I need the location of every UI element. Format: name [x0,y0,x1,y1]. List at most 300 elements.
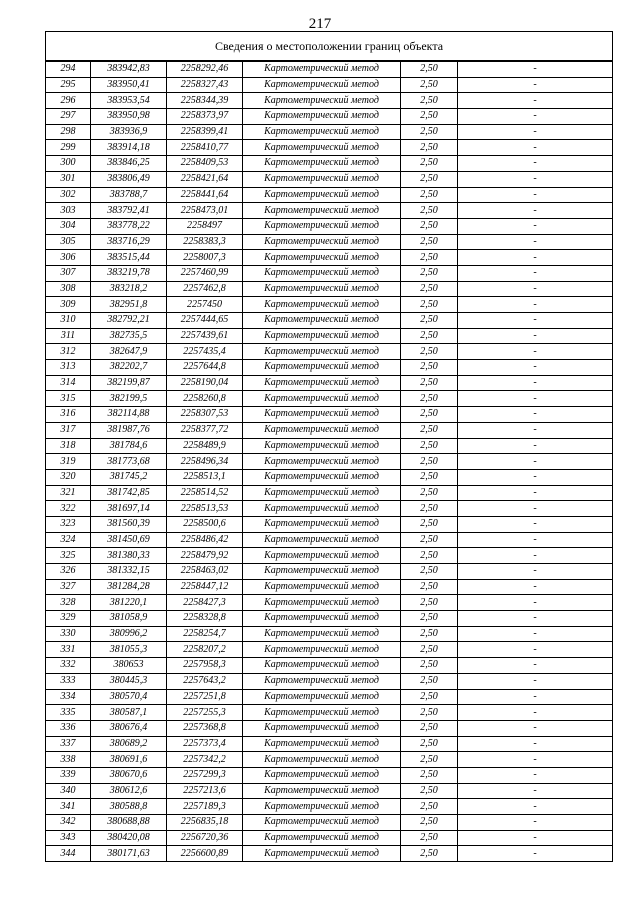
accuracy-cell: 2,50 [401,830,458,846]
method-cell: Картометрический метод [243,564,401,580]
accuracy-cell: 2,50 [401,454,458,470]
accuracy-cell: 2,50 [401,77,458,93]
description-cell: - [458,485,613,501]
accuracy-cell: 2,50 [401,156,458,172]
point-number-cell: 312 [46,344,91,360]
y-coordinate-cell: 2258463,02 [167,564,243,580]
table-row [46,124,613,140]
point-number-cell: 340 [46,783,91,799]
x-coordinate-cell: 383942,83 [91,62,167,78]
method-cell: Картометрический метод [243,124,401,140]
x-coordinate-cell: 381332,15 [91,564,167,580]
description-cell: - [458,752,613,768]
y-coordinate-cell: 2258496,34 [167,454,243,470]
x-coordinate-cell: 381220,1 [91,595,167,611]
accuracy-cell: 2,50 [401,705,458,721]
method-cell: Картометрический метод [243,344,401,360]
y-coordinate-cell: 2256600,89 [167,846,243,862]
accuracy-cell: 2,50 [401,422,458,438]
x-coordinate-cell: 380588,8 [91,799,167,815]
accuracy-cell: 2,50 [401,360,458,376]
point-number-cell: 322 [46,501,91,517]
description-cell: - [458,642,613,658]
table-caption: Сведения о местоположении границ объекта [46,32,612,61]
description-cell: - [458,62,613,78]
description-cell: - [458,218,613,234]
y-coordinate-cell: 2258489,9 [167,438,243,454]
table-row [46,532,613,548]
boundary-points-table [45,61,613,862]
x-coordinate-cell: 381697,14 [91,501,167,517]
x-coordinate-cell: 380996,2 [91,626,167,642]
y-coordinate-cell: 2257958,3 [167,658,243,674]
y-coordinate-cell: 2258447,12 [167,579,243,595]
table-row [46,454,613,470]
point-number-cell: 296 [46,93,91,109]
x-coordinate-cell: 381560,39 [91,516,167,532]
x-coordinate-cell: 380587,1 [91,705,167,721]
table-row [46,234,613,250]
table-row [46,344,613,360]
point-number-cell: 333 [46,673,91,689]
description-cell: - [458,234,613,250]
x-coordinate-cell: 381450,69 [91,532,167,548]
accuracy-cell: 2,50 [401,313,458,329]
point-number-cell: 321 [46,485,91,501]
accuracy-cell: 2,50 [401,846,458,862]
method-cell: Картометрический метод [243,187,401,203]
point-number-cell: 309 [46,297,91,313]
table-row [46,265,613,281]
table-row [46,611,613,627]
x-coordinate-cell: 382199,5 [91,391,167,407]
method-cell: Картометрический метод [243,673,401,689]
y-coordinate-cell: 2257213,6 [167,783,243,799]
method-cell: Картометрический метод [243,689,401,705]
description-cell: - [458,579,613,595]
accuracy-cell: 2,50 [401,516,458,532]
point-number-cell: 300 [46,156,91,172]
method-cell: Картометрический метод [243,360,401,376]
y-coordinate-cell: 2258007,3 [167,250,243,266]
accuracy-cell: 2,50 [401,407,458,423]
accuracy-cell: 2,50 [401,689,458,705]
y-coordinate-cell: 2258427,3 [167,595,243,611]
y-coordinate-cell: 2258513,53 [167,501,243,517]
description-cell: - [458,328,613,344]
accuracy-cell: 2,50 [401,93,458,109]
table-row [46,313,613,329]
method-cell: Картометрический метод [243,830,401,846]
description-cell: - [458,720,613,736]
method-cell: Картометрический метод [243,422,401,438]
x-coordinate-cell: 383846,25 [91,156,167,172]
x-coordinate-cell: 382735,5 [91,328,167,344]
y-coordinate-cell: 2258473,01 [167,203,243,219]
table-row [46,281,613,297]
x-coordinate-cell: 381380,33 [91,548,167,564]
point-number-cell: 301 [46,171,91,187]
x-coordinate-cell: 383716,29 [91,234,167,250]
point-number-cell: 305 [46,234,91,250]
y-coordinate-cell: 2258327,43 [167,77,243,93]
y-coordinate-cell: 2258399,41 [167,124,243,140]
point-number-cell: 306 [46,250,91,266]
table-row [46,140,613,156]
table-row [46,846,613,862]
point-number-cell: 311 [46,328,91,344]
description-cell: - [458,297,613,313]
table-row [46,752,613,768]
description-cell: - [458,705,613,721]
x-coordinate-cell: 383218,2 [91,281,167,297]
description-cell: - [458,187,613,203]
point-number-cell: 308 [46,281,91,297]
table-row [46,485,613,501]
point-number-cell: 317 [46,422,91,438]
point-number-cell: 304 [46,218,91,234]
description-cell: - [458,783,613,799]
point-number-cell: 316 [46,407,91,423]
method-cell: Картометрический метод [243,171,401,187]
accuracy-cell: 2,50 [401,375,458,391]
point-number-cell: 299 [46,140,91,156]
description-cell: - [458,736,613,752]
y-coordinate-cell: 2257450 [167,297,243,313]
description-cell: - [458,344,613,360]
accuracy-cell: 2,50 [401,564,458,580]
x-coordinate-cell: 383778,22 [91,218,167,234]
description-cell: - [458,799,613,815]
description-cell: - [458,532,613,548]
x-coordinate-cell: 380653 [91,658,167,674]
description-cell: - [458,313,613,329]
method-cell: Картометрический метод [243,234,401,250]
x-coordinate-cell: 380689,2 [91,736,167,752]
method-cell: Картометрический метод [243,454,401,470]
method-cell: Картометрический метод [243,720,401,736]
x-coordinate-cell: 381055,3 [91,642,167,658]
table-row [46,187,613,203]
x-coordinate-cell: 381058,9 [91,611,167,627]
method-cell: Картометрический метод [243,250,401,266]
point-number-cell: 341 [46,799,91,815]
method-cell: Картометрический метод [243,752,401,768]
accuracy-cell: 2,50 [401,171,458,187]
point-number-cell: 313 [46,360,91,376]
x-coordinate-cell: 383806,49 [91,171,167,187]
description-cell: - [458,595,613,611]
table-row [46,501,613,517]
description-cell: - [458,265,613,281]
x-coordinate-cell: 382951,8 [91,297,167,313]
description-cell: - [458,93,613,109]
x-coordinate-cell: 383950,98 [91,109,167,125]
accuracy-cell: 2,50 [401,799,458,815]
description-cell: - [458,673,613,689]
accuracy-cell: 2,50 [401,783,458,799]
y-coordinate-cell: 2258328,8 [167,611,243,627]
accuracy-cell: 2,50 [401,438,458,454]
point-number-cell: 328 [46,595,91,611]
y-coordinate-cell: 2257444,65 [167,313,243,329]
accuracy-cell: 2,50 [401,203,458,219]
y-coordinate-cell: 2258479,92 [167,548,243,564]
method-cell: Картометрический метод [243,485,401,501]
x-coordinate-cell: 380171,63 [91,846,167,862]
y-coordinate-cell: 2258514,52 [167,485,243,501]
table-row [46,203,613,219]
point-number-cell: 315 [46,391,91,407]
description-cell: - [458,156,613,172]
description-cell: - [458,611,613,627]
table-row [46,642,613,658]
x-coordinate-cell: 380688,88 [91,815,167,831]
description-cell: - [458,360,613,376]
y-coordinate-cell: 2257373,4 [167,736,243,752]
x-coordinate-cell: 381773,68 [91,454,167,470]
point-number-cell: 323 [46,516,91,532]
y-coordinate-cell: 2256720,36 [167,830,243,846]
y-coordinate-cell: 2258410,77 [167,140,243,156]
x-coordinate-cell: 381284,28 [91,579,167,595]
method-cell: Картометрический метод [243,281,401,297]
x-coordinate-cell: 380570,4 [91,689,167,705]
accuracy-cell: 2,50 [401,124,458,140]
method-cell: Картометрический метод [243,579,401,595]
x-coordinate-cell: 383950,41 [91,77,167,93]
accuracy-cell: 2,50 [401,752,458,768]
point-number-cell: 314 [46,375,91,391]
y-coordinate-cell: 2258497 [167,218,243,234]
accuracy-cell: 2,50 [401,501,458,517]
y-coordinate-cell: 2257462,8 [167,281,243,297]
y-coordinate-cell: 2258421,64 [167,171,243,187]
method-cell: Картометрический метод [243,642,401,658]
y-coordinate-cell: 2257342,2 [167,752,243,768]
description-cell: - [458,438,613,454]
table-row [46,407,613,423]
y-coordinate-cell: 2258260,8 [167,391,243,407]
boundary-table-sheet [45,31,613,862]
point-number-cell: 326 [46,564,91,580]
table-row [46,830,613,846]
method-cell: Картометрический метод [243,815,401,831]
method-cell: Картометрический метод [243,77,401,93]
y-coordinate-cell: 2258292,46 [167,62,243,78]
method-cell: Картометрический метод [243,156,401,172]
point-number-cell: 307 [46,265,91,281]
y-coordinate-cell: 2257460,99 [167,265,243,281]
accuracy-cell: 2,50 [401,673,458,689]
x-coordinate-cell: 380670,6 [91,767,167,783]
method-cell: Картометрический метод [243,799,401,815]
point-number-cell: 320 [46,469,91,485]
method-cell: Картометрический метод [243,203,401,219]
table-row [46,815,613,831]
point-number-cell: 334 [46,689,91,705]
table-row [46,62,613,78]
table-row [46,218,613,234]
y-coordinate-cell: 2257299,3 [167,767,243,783]
point-number-cell: 337 [46,736,91,752]
description-cell: - [458,626,613,642]
table-row [46,250,613,266]
x-coordinate-cell: 382114,88 [91,407,167,423]
accuracy-cell: 2,50 [401,658,458,674]
table-row [46,626,613,642]
method-cell: Картометрический метод [243,109,401,125]
accuracy-cell: 2,50 [401,265,458,281]
point-number-cell: 324 [46,532,91,548]
method-cell: Картометрический метод [243,611,401,627]
y-coordinate-cell: 2257255,3 [167,705,243,721]
description-cell: - [458,469,613,485]
accuracy-cell: 2,50 [401,595,458,611]
table-row [46,720,613,736]
table-row [46,516,613,532]
accuracy-cell: 2,50 [401,328,458,344]
y-coordinate-cell: 2258207,2 [167,642,243,658]
description-cell: - [458,815,613,831]
x-coordinate-cell: 383936,9 [91,124,167,140]
y-coordinate-cell: 2256835,18 [167,815,243,831]
y-coordinate-cell: 2257435,4 [167,344,243,360]
x-coordinate-cell: 381987,76 [91,422,167,438]
point-number-cell: 339 [46,767,91,783]
method-cell: Картометрический метод [243,218,401,234]
accuracy-cell: 2,50 [401,234,458,250]
y-coordinate-cell: 2258500,6 [167,516,243,532]
y-coordinate-cell: 2257189,3 [167,799,243,815]
method-cell: Картометрический метод [243,438,401,454]
description-cell: - [458,375,613,391]
method-cell: Картометрический метод [243,595,401,611]
accuracy-cell: 2,50 [401,140,458,156]
point-number-cell: 294 [46,62,91,78]
x-coordinate-cell: 383788,7 [91,187,167,203]
method-cell: Картометрический метод [243,516,401,532]
table-row [46,438,613,454]
table-row [46,767,613,783]
description-cell: - [458,391,613,407]
method-cell: Картометрический метод [243,532,401,548]
y-coordinate-cell: 2258190,04 [167,375,243,391]
x-coordinate-cell: 381784,6 [91,438,167,454]
description-cell: - [458,658,613,674]
table-row [46,705,613,721]
accuracy-cell: 2,50 [401,485,458,501]
accuracy-cell: 2,50 [401,218,458,234]
method-cell: Картометрический метод [243,705,401,721]
accuracy-cell: 2,50 [401,626,458,642]
description-cell: - [458,171,613,187]
description-cell: - [458,767,613,783]
point-number-cell: 303 [46,203,91,219]
description-cell: - [458,203,613,219]
accuracy-cell: 2,50 [401,62,458,78]
point-number-cell: 331 [46,642,91,658]
accuracy-cell: 2,50 [401,642,458,658]
x-coordinate-cell: 380420,08 [91,830,167,846]
y-coordinate-cell: 2257643,2 [167,673,243,689]
x-coordinate-cell: 381742,85 [91,485,167,501]
method-cell: Картометрический метод [243,501,401,517]
y-coordinate-cell: 2258409,53 [167,156,243,172]
table-row [46,156,613,172]
x-coordinate-cell: 382792,21 [91,313,167,329]
y-coordinate-cell: 2258373,97 [167,109,243,125]
description-cell: - [458,501,613,517]
table-row [46,297,613,313]
method-cell: Картометрический метод [243,407,401,423]
y-coordinate-cell: 2257251,8 [167,689,243,705]
y-coordinate-cell: 2258254,7 [167,626,243,642]
x-coordinate-cell: 383792,41 [91,203,167,219]
method-cell: Картометрический метод [243,736,401,752]
point-number-cell: 336 [46,720,91,736]
point-number-cell: 298 [46,124,91,140]
accuracy-cell: 2,50 [401,815,458,831]
method-cell: Картометрический метод [243,62,401,78]
accuracy-cell: 2,50 [401,720,458,736]
table-row [46,109,613,125]
x-coordinate-cell: 383953,54 [91,93,167,109]
point-number-cell: 319 [46,454,91,470]
point-number-cell: 329 [46,611,91,627]
table-row [46,579,613,595]
y-coordinate-cell: 2257439,61 [167,328,243,344]
point-number-cell: 325 [46,548,91,564]
y-coordinate-cell: 2258513,1 [167,469,243,485]
point-number-cell: 344 [46,846,91,862]
accuracy-cell: 2,50 [401,611,458,627]
table-row [46,548,613,564]
x-coordinate-cell: 383219,78 [91,265,167,281]
table-row [46,564,613,580]
x-coordinate-cell: 382199,87 [91,375,167,391]
method-cell: Картометрический метод [243,626,401,642]
description-cell: - [458,548,613,564]
description-cell: - [458,281,613,297]
x-coordinate-cell: 383914,18 [91,140,167,156]
y-coordinate-cell: 2258441,64 [167,187,243,203]
y-coordinate-cell: 2257644,8 [167,360,243,376]
method-cell: Картометрический метод [243,265,401,281]
point-number-cell: 318 [46,438,91,454]
x-coordinate-cell: 380612,6 [91,783,167,799]
point-number-cell: 297 [46,109,91,125]
method-cell: Картометрический метод [243,297,401,313]
x-coordinate-cell: 380676,4 [91,720,167,736]
accuracy-cell: 2,50 [401,187,458,203]
y-coordinate-cell: 2258344,39 [167,93,243,109]
method-cell: Картометрический метод [243,548,401,564]
point-number-cell: 332 [46,658,91,674]
table-row [46,328,613,344]
description-cell: - [458,846,613,862]
method-cell: Картометрический метод [243,658,401,674]
table-row [46,77,613,93]
method-cell: Картометрический метод [243,93,401,109]
y-coordinate-cell: 2258486,42 [167,532,243,548]
page-number: 217 [308,16,332,32]
description-cell: - [458,109,613,125]
description-cell: - [458,454,613,470]
description-cell: - [458,140,613,156]
point-number-cell: 327 [46,579,91,595]
description-cell: - [458,124,613,140]
